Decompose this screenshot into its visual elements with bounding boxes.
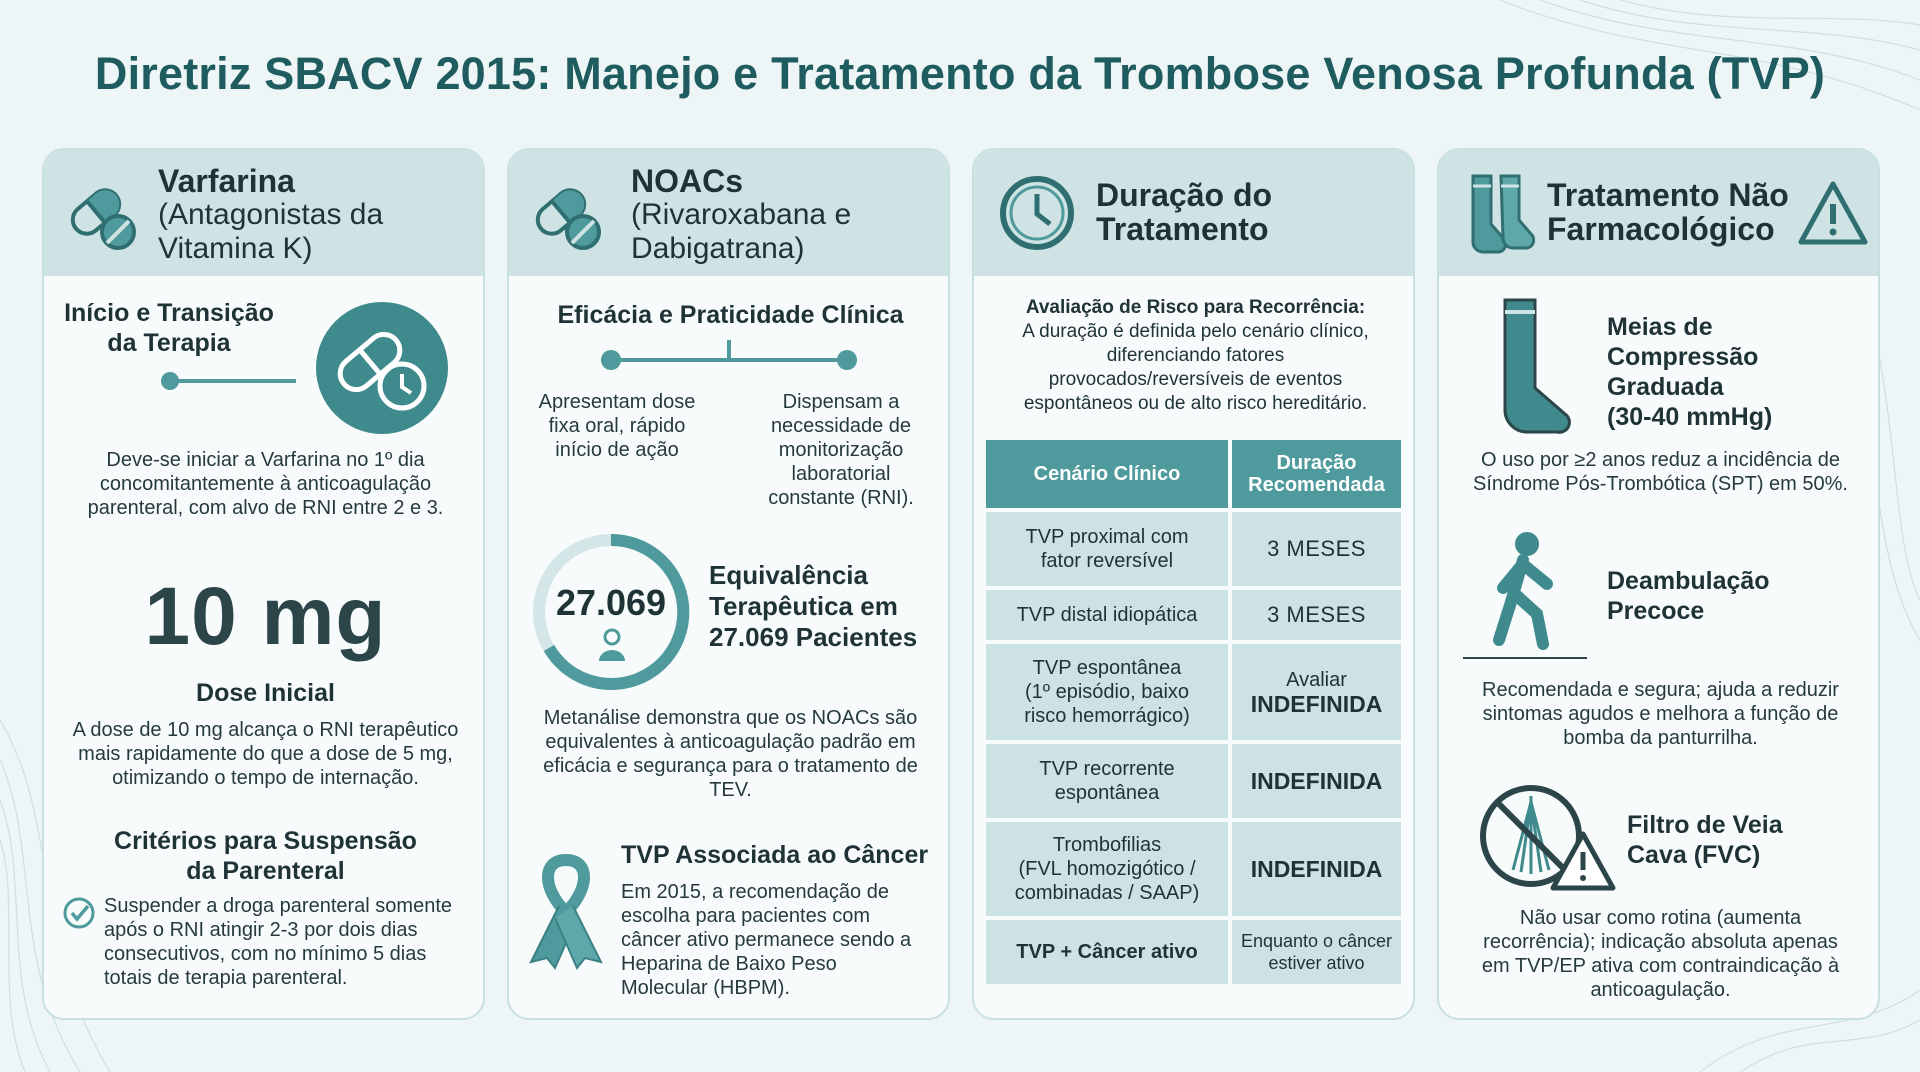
socks-icon: [1465, 172, 1535, 258]
filter-text-line1: Não usar como rotina (aumenta: [1519, 907, 1802, 929]
walking-person-icon: [1463, 530, 1587, 662]
filter-line1: Filtro de Veia: [1627, 811, 1783, 839]
duration-value: INDEFINIDA: [1250, 691, 1383, 717]
duration-table: [986, 440, 1401, 984]
noacs-right-line3: monitorização: [778, 439, 904, 461]
walk-line1: Deambulação: [1607, 567, 1770, 595]
criteria-line2: após o RNI atingir 2-3 por dois dias: [104, 919, 418, 941]
table-row: [986, 512, 1401, 586]
noacs-left-line3: início de ação: [555, 439, 679, 461]
table-row: [986, 744, 1401, 818]
scenario-cell: TVP + Câncer ativo: [986, 920, 1228, 984]
noacs-card-header: [509, 150, 948, 276]
warning-triangle-icon: [1797, 180, 1869, 246]
scenario-line: (FVL homozigótico /: [1018, 858, 1196, 880]
duration-note: Avaliar: [1286, 669, 1347, 691]
pill-capsule-icon: [527, 176, 607, 256]
equiv-line1: Equivalência: [709, 560, 868, 590]
table-row: [986, 822, 1401, 916]
noacs-left-line2: fixa oral, rápido: [548, 415, 686, 437]
stockings-text-line1: O uso por ≥2 anos reduz a incidência de: [1481, 449, 1840, 471]
warfarin-title: Varfarina: [158, 163, 295, 199]
col-duration-header: [1232, 440, 1401, 508]
duration-card: [972, 148, 1415, 1020]
dose-label: Dose Inicial: [196, 679, 335, 707]
scenario-line: fator reversível: [1040, 550, 1174, 572]
equiv-line2: Terapêutica em: [709, 591, 898, 621]
warfarin-card-header: [44, 150, 483, 276]
stockings-text-line2: Síndrome Pós-Trombótica (SPT) em 50%.: [1473, 473, 1848, 495]
cancer-line3: câncer ativo permanece sendo a: [621, 929, 912, 951]
scenario-line: (1º episódio, baixo: [1024, 681, 1190, 703]
duration-cell: 3 MESES: [1232, 512, 1401, 586]
dose-value: 10 mg: [144, 571, 387, 662]
warfarin-subtitle-line1: (Antagonistas da: [158, 198, 384, 231]
noacs-right-line4: laboratorial: [791, 463, 891, 485]
warfarin-section1-text-line2: concomitantemente à anticoagulação: [99, 473, 432, 495]
meta-line4: TEV.: [709, 779, 752, 801]
awareness-ribbon-icon: [521, 850, 611, 970]
cancer-line4: Heparina de Baixo Peso: [621, 953, 837, 975]
scenario-line: espontânea: [1054, 782, 1160, 804]
duration-note: estiver ativo: [1268, 953, 1365, 973]
compression-stocking-icon: [1497, 296, 1577, 438]
noacs-section1-title: Eficácia e Praticidade Clínica: [557, 301, 904, 329]
noacs-right-line1: Dispensam a: [782, 391, 900, 413]
col-duration-header-line1: Duração: [1276, 452, 1357, 474]
dose-text-line2: mais rapidamente do que a dose de 5 mg,: [78, 743, 453, 765]
nonpharm-card-header: [1439, 150, 1878, 276]
scenario-cell: [986, 512, 1228, 586]
page-title: Diretriz SBACV 2015: Manejo e Tratamento da Trombose Venosa Profunda (TVP): [94, 48, 1826, 99]
walk-line2: Precoce: [1607, 597, 1705, 625]
dose-text-line1: A dose de 10 mg alcança o RNI terapêutico: [72, 719, 459, 741]
stockings-line2: Compressão Graduada: [1607, 343, 1759, 401]
duration-cell: INDEFINIDA: [1232, 822, 1401, 916]
clock-icon: [998, 174, 1076, 252]
cancer-line1: Em 2015, a recomendação de: [621, 881, 889, 903]
nonpharm-card: [1437, 148, 1880, 1020]
col-scenario-header: Cenário Clínico: [986, 440, 1228, 508]
criteria-line1: Suspender a droga parenteral somente: [104, 895, 453, 917]
scenario-cell: TVP distal idiopática: [986, 590, 1228, 640]
walk-text-line3: bomba da panturrilha.: [1563, 727, 1758, 749]
scenario-line: Trombofilias: [1052, 834, 1162, 856]
criteria-line4: totais de terapia parenteral.: [104, 967, 348, 989]
warfarin-section1-text-line1: Deve-se iniciar a Varfarina no 1º dia: [106, 449, 425, 471]
warfarin-section1-title: Início e Transição: [64, 299, 274, 327]
filter-text-line3: em TVP/EP ativa com contraindicação à: [1481, 955, 1840, 977]
patients-value: 27.069: [555, 582, 667, 623]
scenario-line: risco hemorrágico): [1024, 705, 1190, 727]
equiv-line3: 27.069 Pacientes: [709, 622, 918, 652]
risk-line2: diferenciando fatores: [1106, 345, 1285, 366]
filter-text-line2: recorrência); indicação absoluta apenas: [1483, 931, 1838, 953]
meta-line3: eficácia e segurança para o tratamento de: [543, 755, 918, 777]
scenario-cell: [986, 744, 1228, 818]
noacs-right-line5: constante (RNI).: [768, 487, 914, 509]
noacs-title: NOACs: [631, 163, 744, 199]
cancer-title: TVP Associada ao Câncer: [621, 841, 929, 869]
vena-cava-filter-prohibited-icon: [1479, 782, 1619, 894]
risk-line4: espontâneos ou de alto risco hereditário.: [1023, 393, 1368, 414]
stockings-line3: (30-40 mmHg): [1607, 403, 1773, 431]
duration-card-header: [974, 150, 1413, 276]
duration-cell: [1232, 644, 1401, 740]
noacs-card: [507, 148, 950, 1020]
risk-title: Avaliação de Risco para Recorrência:: [1025, 297, 1366, 318]
nonpharm-title-line1: Tratamento Não: [1547, 177, 1789, 213]
risk-line1: A duração é definida pelo cenário clínico,: [1022, 321, 1369, 342]
criteria-line3: consecutivos, com no mínimo 5 dias: [104, 943, 427, 965]
duration-title-line1: Duração do: [1096, 177, 1273, 213]
meta-line2: equivalentes à anticoagulação padrão em: [545, 731, 916, 753]
cancer-line5: Molecular (HBPM).: [621, 977, 790, 999]
table-row: [986, 920, 1401, 984]
risk-line3: provocados/reversíveis de eventos: [1048, 369, 1343, 390]
scenario-line: TVP proximal com: [1025, 526, 1189, 548]
warfarin-section2-title: Critérios para Suspensão: [114, 827, 417, 855]
filter-line2: Cava (FVC): [1627, 841, 1761, 869]
person-icon: [597, 628, 627, 662]
scenario-line: combinadas / SAAP): [1014, 882, 1200, 904]
duration-note: Enquanto o câncer: [1240, 931, 1393, 951]
duration-cell: 3 MESES: [1232, 590, 1401, 640]
scenario-cell: [986, 644, 1228, 740]
col-duration-header-line2: Recomendada: [1248, 474, 1385, 496]
walk-text-line2: sintomas agudos e melhora a função de: [1482, 703, 1839, 725]
meta-line1: Metanálise demonstra que os NOACs são: [543, 707, 918, 729]
scenario-line: TVP recorrente: [1039, 758, 1175, 780]
stockings-line1: Meias de: [1607, 313, 1713, 341]
table-header: [986, 440, 1401, 508]
noacs-right-line2: necessidade de: [770, 415, 912, 437]
duration-cell: INDEFINIDA: [1232, 744, 1401, 818]
noacs-left-line1: Apresentam dose: [538, 391, 696, 413]
nonpharm-title-line2: Farmacológico: [1547, 211, 1775, 247]
warfarin-section1-title-line2: da Terapia: [107, 329, 231, 357]
filter-text-line4: anticoagulação.: [1590, 979, 1731, 1001]
pill-clock-icon: [314, 300, 450, 436]
dose-text-line3: otimizando o tempo de internação.: [112, 767, 419, 789]
timeline-connector: [156, 366, 296, 396]
noacs-subtitle-line2: Dabigatrana): [631, 232, 805, 265]
duration-cell: [1232, 920, 1401, 984]
scenario-cell: [986, 822, 1228, 916]
warfarin-section2-title-line2: da Parenteral: [186, 857, 345, 885]
walk-text-line1: Recomendada e segura; ajuda a reduzir: [1482, 679, 1839, 701]
cancer-line2: escolha para pacientes com: [621, 905, 871, 927]
warfarin-section1-text-line3: parenteral, com alvo de RNI entre 2 e 3.: [87, 497, 444, 519]
warfarin-card: [42, 148, 485, 1020]
noacs-subtitle-line1: (Rivaroxabana e: [631, 198, 852, 231]
split-connector: [599, 336, 859, 372]
warfarin-subtitle-line2: Vitamina K): [158, 232, 313, 265]
pill-capsule-icon: [62, 176, 142, 256]
duration-title-line2: Tratamento: [1096, 211, 1269, 247]
table-row: [986, 644, 1401, 740]
check-circle-icon: [62, 896, 96, 930]
scenario-line: TVP espontânea: [1032, 657, 1182, 679]
table-row: [986, 590, 1401, 640]
